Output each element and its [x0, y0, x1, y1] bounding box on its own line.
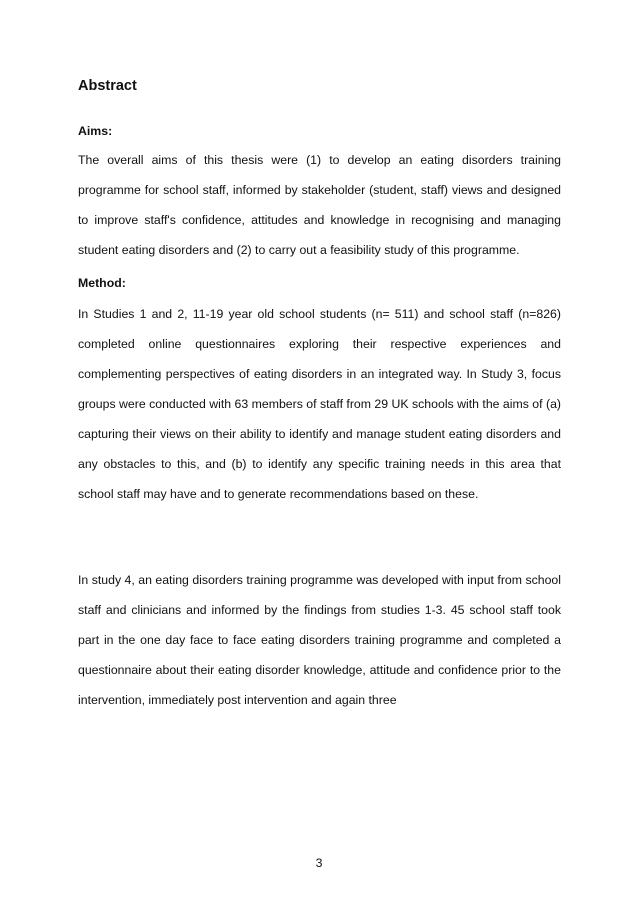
aims-paragraph: The overall aims of this thesis were (1) to develop an eating disorders training programme for school staff, informed by stakeholder (student, staff) views and designed to improve staff's confidence, attitudes and knowledge in recognising and managing student eating disorders and (2) to carry out a feasibility study of this programme.: [78, 153, 561, 257]
abstract-heading: Abstract: [78, 78, 137, 94]
method-heading: Method:: [78, 276, 126, 290]
page-content: [78, 76, 561, 715]
method-paragraph-study-4: In study 4, an eating disorders training programme was developed with input from school staff and clinicians and informed by the findings from studies 1-3. 45 school staff took part in the one day face to face eating disorders training programme and completed a questionnaire about their eating disorder knowledge, attitude and confidence prior to the intervention, immediately post intervention and again three: [78, 573, 561, 707]
method-paragraph-studies-1-3: In Studies 1 and 2, 11-19 year old school students (n= 511) and school staff (n=826) completed online questionnaires exploring their respective experiences and complementing perspectives of eating disorders in an integrated way. In Study 3, focus groups were conducted with 63 members of staff from 29 UK schools with the aims of (a) capturing their views on their ability to identify and manage student eating disorders and any obstacles to this, and (b) to identify any specific training needs in this area that school staff may have and to generate recommendations based on these.: [78, 307, 561, 501]
aims-heading: Aims:: [78, 124, 113, 138]
page-number: 3: [315, 856, 323, 870]
